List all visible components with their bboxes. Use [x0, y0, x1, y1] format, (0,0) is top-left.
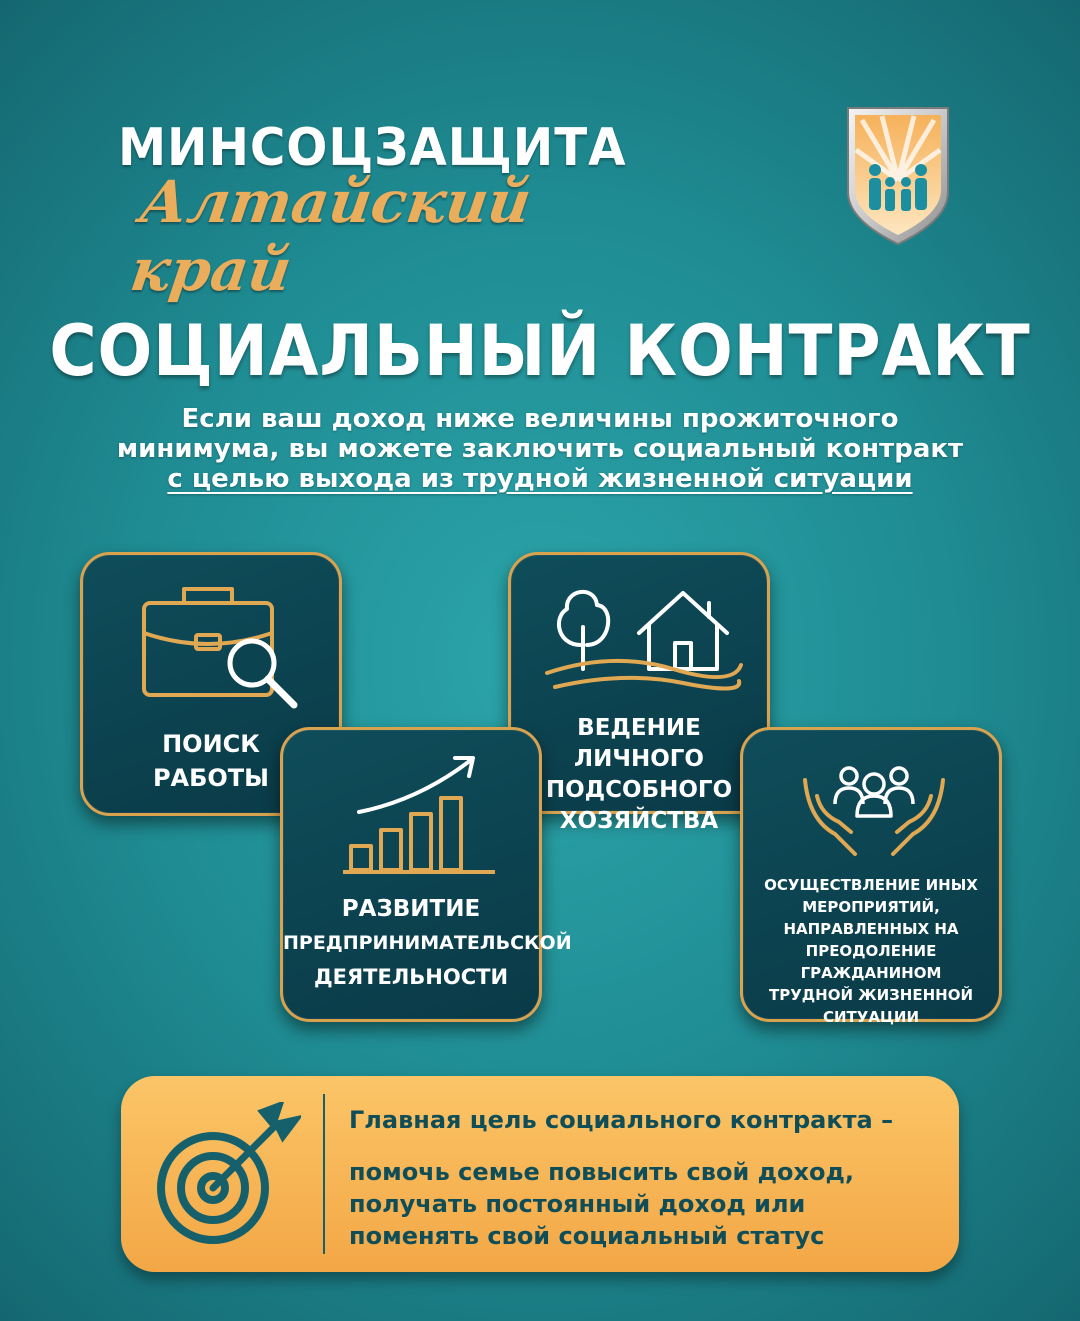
- card-farm-label: ХОЗЯЙСТВА: [559, 808, 719, 834]
- goal-text: [349, 1156, 949, 1252]
- card-biz-label: РАЗВИТИЕ: [341, 896, 481, 922]
- card-biz-label: ПРЕДПРИНИМАТЕЛЬСКОЙ: [283, 932, 572, 954]
- target-arrow-icon: [151, 1102, 301, 1252]
- card-other-label: СИТУАЦИИ: [823, 1008, 919, 1026]
- family-shield-icon: [842, 100, 954, 248]
- subtitle-line-underlined: с целью выхода из трудной жизненной ситуации: [167, 464, 913, 494]
- goal-line: помочь семье повысить свой доход,: [349, 1158, 854, 1186]
- card-business-development: [280, 727, 572, 1022]
- page-title: СОЦИАЛЬНЫЙ КОНТРАКТ: [49, 310, 1031, 392]
- card-other-label: МЕРОПРИЯТИЙ,: [802, 898, 940, 916]
- subtitle-line: Если ваш доход ниже величины прожиточного: [181, 404, 899, 434]
- card-farm-label: ВЕДЕНИЕ ЛИЧНОГО: [574, 715, 704, 772]
- card-other-label: ТРУДНОЙ ЖИЗНЕННОЙ: [768, 986, 974, 1004]
- card-other-label: НАПРАВЛЕННЫХ НА: [783, 920, 959, 938]
- card-biz-label: ДЕЯТЕЛЬНОСТИ: [313, 965, 509, 989]
- card-job-label: РАБОТЫ: [152, 764, 270, 792]
- goal-line: поменять свой социальный статус: [349, 1222, 825, 1250]
- house-tree-icon: [543, 577, 743, 697]
- goal-lead: Главная цель социального контракта –: [349, 1106, 894, 1134]
- card-other-label: ОСУЩЕСТВЛЕНИЕ ИНЫХ: [764, 876, 978, 894]
- page-subtitle: [90, 404, 990, 494]
- logo: [118, 118, 638, 304]
- subtitle-line: минимума, вы можете заключить социальный контракт: [116, 434, 964, 464]
- growth-chart-icon: [339, 750, 499, 880]
- goal-line: получать постоянный доход или: [349, 1190, 806, 1218]
- card-farm-label: ПОДСОБНОГО: [545, 777, 733, 803]
- briefcase-search-icon: [138, 581, 308, 721]
- logo-title: МИНСОЦЗАЩИТА: [118, 118, 627, 178]
- card-other-measures: [740, 727, 1002, 1026]
- goal-banner: [121, 1076, 959, 1272]
- card-other-label: ПРЕОДОЛЕНИЕ ГРАЖДАНИНОМ: [800, 942, 942, 982]
- logo-region: Алтайский край: [126, 168, 536, 304]
- goal-divider: [323, 1094, 325, 1254]
- hands-people-icon: [799, 760, 949, 860]
- card-household-farming: [508, 552, 770, 834]
- card-job-label: ПОИСК: [162, 730, 260, 758]
